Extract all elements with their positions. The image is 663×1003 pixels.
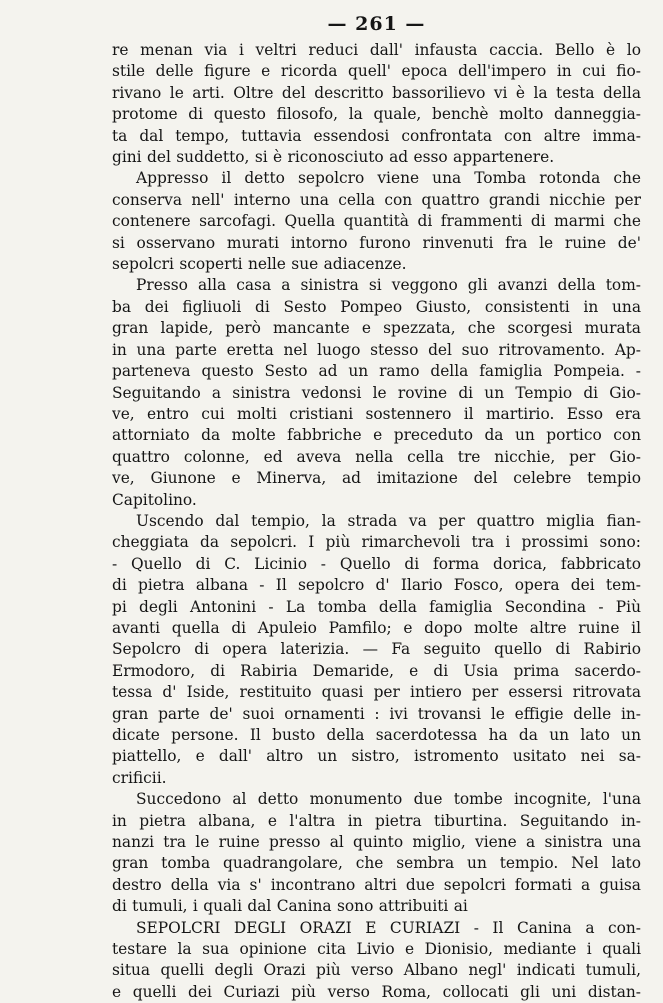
paragraph-3: [112, 275, 641, 510]
text-line: e quelli dei Curiazi più verso Roma, collocati gli uni distan-: [112, 982, 641, 1001]
text-line: quattro colonne, ed aveva nella cella tre nicchie, per Gio-: [112, 447, 641, 466]
page-body: [112, 40, 641, 1003]
text-line: si osservano murati intorno furono rinvenuti fra le ruine de': [112, 233, 641, 252]
text-line: sepolcri scoperti nelle sue adiacenze.: [112, 255, 407, 274]
text-line: rivano le arti. Oltre del descritto bassorilievo vi è la testa della: [112, 83, 641, 102]
text-line: parteneva questo Sesto ad un ramo della famiglia Pompeia. -: [112, 362, 641, 381]
text-line: contenere sarcofagi. Quella quantità di frammenti di marmi che: [112, 212, 641, 231]
text-line: gini del suddetto, si è riconosciuto ad esso appartenere.: [112, 148, 555, 167]
text-line: ve, Giunone e Minerva, ad imitazione del celebre tempio: [112, 469, 641, 488]
text-line: tessa d' Iside, restituito quasi per intiero per essersi ritrovata: [112, 683, 641, 702]
paragraph-4: [112, 511, 641, 789]
text-line: stile delle figure e ricorda quell' epoca dell'impero in cui fio-: [112, 62, 641, 81]
text-line: conserva nell' interno una cella con quattro grandi nicchie per: [112, 190, 641, 209]
text-line: Sepolcro di opera laterizia. — Fa seguito quello di Rabirio: [112, 640, 641, 659]
text-line: Succedono al detto monumento due tombe incognite, l'una: [136, 790, 641, 809]
paragraph-2: [112, 168, 641, 275]
text-line: Appresso il detto sepolcro viene una Tomba rotonda che: [136, 169, 641, 188]
text-line: Uscendo dal tempio, la strada va per quattro miglia fian-: [136, 511, 641, 530]
text-line: gran tomba quadrangolare, che sembra un tempio. Nel lato: [112, 854, 641, 873]
paragraph-1: [112, 40, 641, 168]
text-line: Presso alla casa a sinistra si veggono gli avanzi della tom-: [136, 276, 641, 295]
text-line: gran parte de' suoi ornamenti : ivi trovansi le effigie delle in-: [112, 704, 641, 723]
text-line: in una parte eretta nel luogo stesso del suo ritrovamento. Ap-: [112, 340, 641, 359]
paragraph-6: [112, 918, 641, 1003]
text-line: ve, entro cui molti cristiani sostennero il martirio. Esso era: [112, 404, 641, 423]
text-line: ba dei figliuoli di Sesto Pompeo Giusto, consistenti in una: [112, 297, 641, 316]
text-line: testare la sua opinione cita Livio e Dionisio, mediante i quali: [112, 940, 641, 959]
text-line: in pietra albana, e l'altra in pietra tiburtina. Seguitando in-: [112, 811, 641, 830]
text-line: Ermodoro, di Rabiria Demaride, e di Usia prima sacerdo-: [112, 661, 641, 680]
text-line: crificii.: [112, 768, 167, 787]
paragraph-5: [112, 789, 641, 917]
text-line: attorniato da molte fabbriche e preceduto da un portico con: [112, 426, 641, 445]
text-line: destro della via s' incontrano altri due sepolcri formati a guisa: [112, 875, 641, 894]
page-number: — 261 —: [327, 13, 426, 35]
text-line: Seguitando a sinistra vedonsi le rovine di un Tempio di Gio-: [112, 383, 641, 402]
text-line: di tumuli, i quali dal Canina sono attribuiti ai: [112, 897, 468, 916]
text-line: Capitolino.: [112, 490, 197, 509]
text-line: SEPOLCRI DEGLI ORAZI E CURIAZI - Il Canina a con-: [136, 918, 641, 937]
text-line: avanti quella di Apuleio Pamfilo; e dopo molte altre ruine il: [112, 618, 641, 637]
text-line: pi degli Antonini - La tomba della famiglia Secondina - Più: [112, 597, 641, 616]
text-line: piattello, e dall' altro un sistro, istromento usitato nei sa-: [112, 747, 641, 766]
text-line: dicate persone. Il busto della sacerdotessa ha da un lato un: [112, 726, 641, 744]
text-line: protome di questo filosofo, la quale, benchè molto danneggia-: [112, 105, 641, 124]
text-line: situa quelli degli Orazi più verso Albano negl' indicati tumuli,: [112, 961, 641, 980]
text-line: ta dal tempo, tuttavia essendosi confrontata con altre imma-: [112, 126, 641, 145]
text-line: nanzi tra le ruine presso al quinto miglio, viene a sinistra una: [112, 833, 641, 852]
text-line: - Quello di C. Licinio - Quello di forma dorica, fabbricato: [112, 554, 641, 573]
text-line: gran lapide, però mancante e spezzata, che scorgesi murata: [112, 319, 641, 338]
text-line: di pietra albana - Il sepolcro d' Ilario Fosco, opera dei tem-: [112, 576, 641, 595]
text-line: re menan via i veltri reduci dall' infausta caccia. Bello è lo: [112, 41, 641, 59]
text-line: cheggiata da sepolcri. I più rimarchevoli tra i prossimi sono:: [112, 533, 641, 552]
